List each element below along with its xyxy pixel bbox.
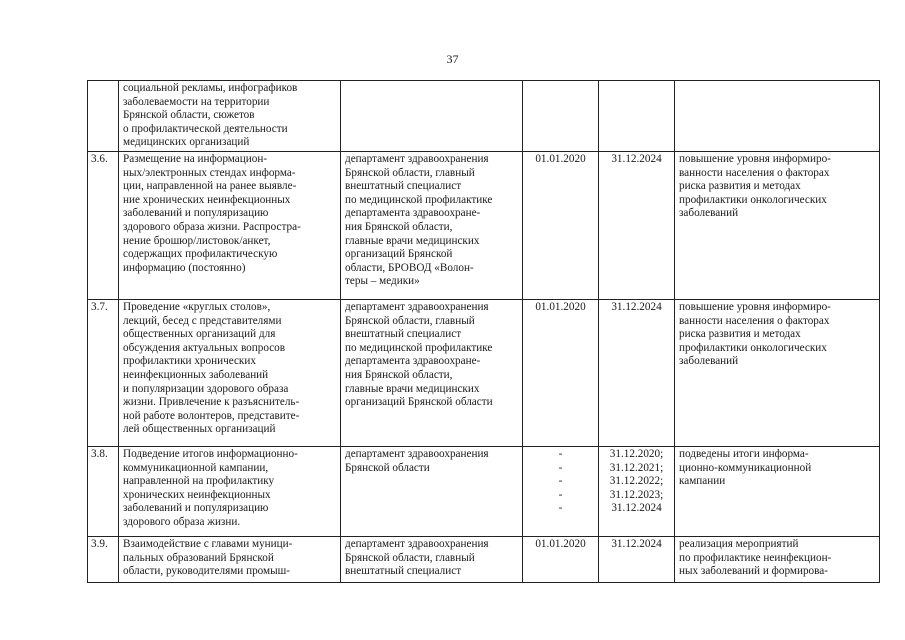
expected-result	[675, 81, 880, 152]
expected-result: подведены итоги информа- ционно-коммуникационной кампании	[675, 447, 880, 537]
plan-table	[87, 80, 880, 583]
responsible-executor: департамент здравоохранения Брянской области, главный внештатный специалист	[341, 537, 523, 583]
row-number: 3.7.	[88, 300, 119, 447]
row-number: 3.6.	[88, 152, 119, 300]
start-date: 01.01.2020	[523, 300, 599, 447]
expected-result: повышение уровня информиро- ванности населения о факторах риска развития и методах профилактики онкологических заболеваний	[675, 300, 880, 447]
event-description: социальной рекламы, инфографиков заболеваемости на территории Брянской области, сюжетов о профилактической деятельности медицинских организаций	[119, 81, 341, 152]
expected-result: реализация мероприятий по профилактике неинфекцион- ных заболеваний и формирова-	[675, 537, 880, 583]
event-description: Размещение на информацион- ных/электронных стендах информа- ции, направленной на ранее выявле- ние хронических неинфекционных заболеваний и популяризацию здорового образа жизни. Распростра- нение брошюр/листовок/анкет, содержащих профилактическую информацию (постоянно)	[119, 152, 341, 300]
event-description: Проведение «круглых столов», лекций, бесед с представителями общественных организаций для обсуждения актуальных вопросов профилактики хронических неинфекционных заболеваний и популяризации здорового образа жизни. Привлечение к разъяснитель- ной работе волонтеров, представите- лей общественных организаций	[119, 300, 341, 447]
end-date: 31.12.2020; 31.12.2021; 31.12.2022; 31.12.2023; 31.12.2024	[599, 447, 675, 537]
table-row	[88, 152, 880, 300]
event-description: Взаимодействие с главами муници- пальных образований Брянской области, руководителями промыш-	[119, 537, 341, 583]
row-number	[88, 81, 119, 152]
responsible-executor: департамент здравоохранения Брянской области, главный внештатный специалист по медицинской профилактике департамента здравоохране- ния Брянской области, главные врачи медицинских организаций Брянской области	[341, 300, 523, 447]
page-number: 37	[446, 52, 459, 66]
responsible-executor: департамент здравоохранения Брянской области, главный внештатный специалист по медицинской профилактике департамента здравоохране- ния Брянской области, главные врачи медицинских организаций Брянской области, БРОВОД «Волон- теры – медики»	[341, 152, 523, 300]
start-date: 01.01.2020	[523, 537, 599, 583]
responsible-executor: департамент здравоохранения Брянской области	[341, 447, 523, 537]
start-date: 01.01.2020	[523, 152, 599, 300]
table-row	[88, 447, 880, 537]
start-date: - - - - -	[523, 447, 599, 537]
end-date: 31.12.2024	[599, 300, 675, 447]
row-number: 3.9.	[88, 537, 119, 583]
start-date	[523, 81, 599, 152]
table-row	[88, 300, 880, 447]
end-date: 31.12.2024	[599, 537, 675, 583]
table-row	[88, 537, 880, 583]
table-row	[88, 81, 880, 152]
end-date: 31.12.2024	[599, 152, 675, 300]
event-description: Подведение итогов информационно- коммуникационной кампании, направленной на профилактику хронических неинфекционных заболеваний и популяризацию здорового образа жизни.	[119, 447, 341, 537]
row-number: 3.8.	[88, 447, 119, 537]
responsible-executor	[341, 81, 523, 152]
end-date	[599, 81, 675, 152]
expected-result: повышение уровня информиро- ванности населения о факторах риска развития и методах профилактики онкологических заболеваний	[675, 152, 880, 300]
